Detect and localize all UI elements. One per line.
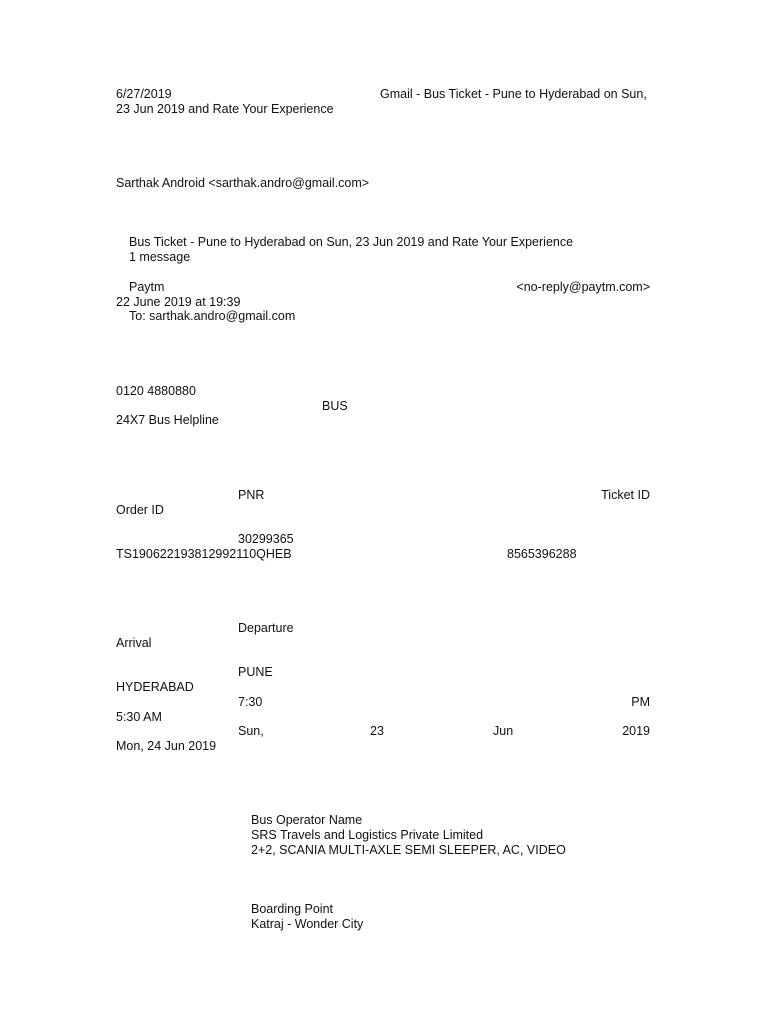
pnr-label: PNR xyxy=(238,488,265,502)
arrival-time: 5:30 AM xyxy=(116,710,162,724)
departure-city: PUNE xyxy=(238,665,273,679)
ticket-id-value: 8565396288 xyxy=(507,547,577,561)
departure-time-meridiem: PM xyxy=(631,695,650,709)
boarding-label: Boarding Point xyxy=(251,902,334,916)
ticket-id-label: Ticket ID xyxy=(601,488,650,502)
message-count: 1 message xyxy=(129,250,191,264)
sender-name: Paytm xyxy=(129,280,165,294)
departure-date: 23 xyxy=(370,724,384,738)
order-id-value: TS190622193812992110QHEB xyxy=(116,547,292,561)
sender-email: <no-reply@paytm.com> xyxy=(516,280,650,294)
departure-time: 7:30 xyxy=(238,695,263,709)
bus-type: 2+2, SCANIA MULTI-AXLE SEMI SLEEPER, AC, VIDEO xyxy=(251,843,566,857)
boarding-point: Katraj - Wonder City xyxy=(251,917,364,931)
arrival-date: Mon, 24 Jun 2019 xyxy=(116,739,217,753)
helpline-label: 24X7 Bus Helpline xyxy=(116,413,219,427)
arrival-city: HYDERABAD xyxy=(116,680,194,694)
departure-year: 2019 xyxy=(622,724,650,738)
account-identity: Sarthak Android <sarthak.andro@gmail.com> xyxy=(116,176,370,190)
operator-name: SRS Travels and Logistics Private Limited xyxy=(251,828,484,842)
thread-subject: Bus Ticket - Pune to Hyderabad on Sun, 23 Jun 2019 and Rate Your Experience xyxy=(129,235,574,249)
departure-month: Jun xyxy=(493,724,514,738)
departure-day: Sun, xyxy=(238,724,264,738)
order-id-label: Order ID xyxy=(116,503,164,517)
helpline-phone: 0120 4880880 xyxy=(116,384,196,398)
operator-label: Bus Operator Name xyxy=(251,813,363,827)
print-title: Gmail - Bus Ticket - Pune to Hyderabad on Sun, xyxy=(380,87,647,101)
message-recipient: To: sarthak.andro@gmail.com xyxy=(129,309,296,323)
print-title-continued: 23 Jun 2019 and Rate Your Experience xyxy=(116,102,334,116)
pnr-value: 30299365 xyxy=(238,532,294,546)
arrival-label: Arrival xyxy=(116,636,152,650)
helpline-mode: BUS xyxy=(322,399,348,413)
departure-label: Departure xyxy=(238,621,294,635)
message-date: 22 June 2019 at 19:39 xyxy=(116,295,241,309)
print-date: 6/27/2019 xyxy=(116,87,172,101)
